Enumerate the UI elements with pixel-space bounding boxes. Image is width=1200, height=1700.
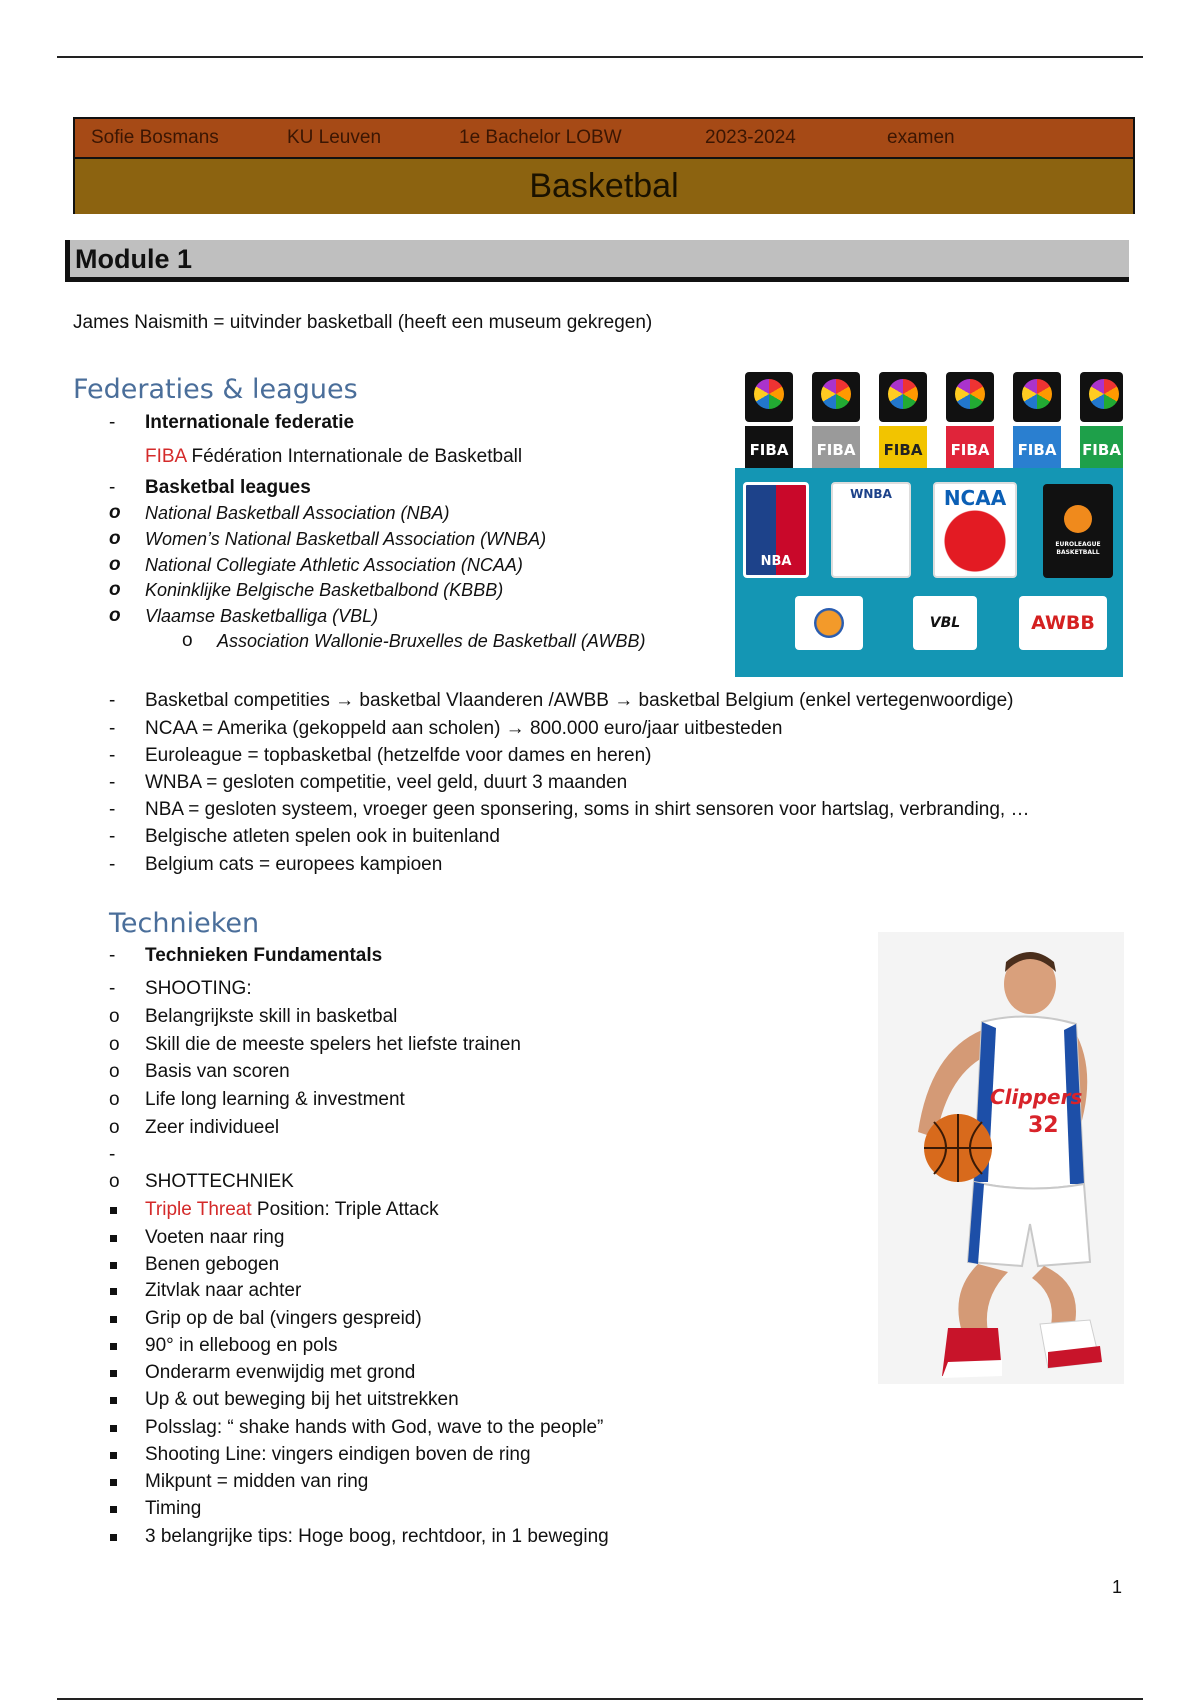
document-header — [73, 117, 1135, 214]
fiba-logo — [1013, 372, 1061, 474]
note-item: NCAA = Amerika (gekoppeld aan scholen) → 800.000 euro/jaar uitbesteden — [145, 718, 783, 739]
nba-logo-text: NBA — [760, 553, 792, 569]
awbb-logo — [1019, 596, 1107, 650]
shooting-point: Zeer individueel — [145, 1117, 280, 1138]
league-item: Women’s National Basketball Association (WNBA) — [145, 529, 547, 549]
bullet-dash — [109, 718, 115, 740]
player-photo — [878, 932, 1124, 1384]
bullet-o: o — [109, 1061, 120, 1082]
fiba-abbr: FIBA — [145, 446, 187, 467]
fiba-ball-icon — [745, 372, 793, 422]
note-item: Euroleague = topbasketbal (hetzelfde voor dames en heren) — [145, 745, 652, 766]
bullet-dash — [109, 745, 115, 767]
fiba-ball-icon — [1013, 372, 1061, 422]
kbbb-ball-icon — [814, 608, 844, 638]
shooting-label: SHOOTING: — [145, 978, 252, 999]
vbl-logo — [913, 596, 977, 650]
step-item: Polsslag: “ shake hands with God, wave to the people” — [145, 1417, 604, 1438]
note-item: Belgische atleten spelen ook in buitenland — [145, 826, 500, 847]
fundamentals-label: Technieken Fundamentals — [145, 945, 383, 966]
wnba-logo-text: WNBA — [850, 487, 892, 501]
bullet-dash — [109, 412, 115, 434]
ncaa-logo — [933, 482, 1017, 578]
bullet-dash — [109, 799, 115, 821]
fiba-logo — [812, 372, 860, 474]
header-type: examen — [887, 127, 955, 148]
triple-threat-line — [145, 1199, 439, 1221]
bullet-o: o — [109, 1006, 120, 1027]
shooting-point: Basis van scoren — [145, 1061, 290, 1082]
note-item: NBA = gesloten systeem, vroeger geen sponsering, soms in shirt sensoren voor hartslag, verbranding, … — [145, 799, 1030, 820]
bullet-o: o — [109, 502, 121, 523]
wnba-logo — [831, 482, 911, 578]
jersey-number: 32 — [1028, 1113, 1059, 1138]
bullet-square — [110, 1308, 117, 1323]
fiba-logo — [946, 372, 994, 474]
top-rule — [57, 56, 1143, 58]
header-university: KU Leuven — [287, 127, 382, 148]
bullet-square — [110, 1199, 117, 1214]
vbl-logo-text: VBL — [929, 615, 961, 631]
league-item: National Basketball Association (NBA) — [145, 503, 450, 523]
step-item: Onderarm evenwijdig met grond — [145, 1362, 416, 1383]
fiba-logo — [879, 372, 927, 474]
fiba-ball-icon — [812, 372, 860, 422]
bullet-dash — [109, 826, 115, 848]
fiba-logo — [1080, 372, 1123, 474]
fiba-ball-icon — [879, 372, 927, 422]
fiba-tag: FIBA — [879, 426, 927, 474]
fiba-logo — [745, 372, 793, 474]
shottechniek-label: SHOTTECHNIEK — [145, 1171, 294, 1192]
step-item: Grip op de bal (vingers gespreid) — [145, 1308, 422, 1329]
triple-threat-term: Triple Threat — [145, 1199, 252, 1220]
bullet-o: o — [109, 579, 121, 600]
bullet-dash — [109, 772, 115, 794]
euroleague-ball-icon — [1064, 505, 1092, 533]
note-item: WNBA = gesloten competitie, veel geld, duurt 3 maanden — [145, 772, 628, 793]
bullet-dash — [109, 477, 115, 499]
league-item: Koninklijke Belgische Basketbalbond (KBBB) — [145, 580, 504, 600]
triple-threat-rest: Position: Triple Attack — [251, 1199, 439, 1220]
shooting-point: Belangrijkste skill in basketbal — [145, 1006, 398, 1027]
step-item: Up & out beweging bij het uitstrekken — [145, 1389, 459, 1410]
step-item: Shooting Line: vingers eindigen boven de ring — [145, 1444, 531, 1465]
step-item: 90° in elleboog en pols — [145, 1335, 338, 1356]
nba-logo — [743, 482, 809, 578]
header-author: Sofie Bosmans — [91, 127, 219, 148]
fiba-ball-icon — [1080, 372, 1123, 422]
fiba-full: Fédération Internationale de Basketball — [186, 446, 523, 467]
fiba-tag: FIBA — [1080, 426, 1123, 474]
bullet-o: o — [109, 554, 121, 575]
fiba-tag: FIBA — [1013, 426, 1061, 474]
intl-federation-label: Internationale federatie — [145, 412, 355, 433]
shooting-point: Life long learning & investment — [145, 1089, 405, 1110]
fiba-tag: FIBA — [745, 426, 793, 474]
step-item: Mikpunt = midden van ring — [145, 1471, 369, 1492]
note-item: Belgium cats = europees kampioen — [145, 854, 443, 875]
fiba-tag: FIBA — [946, 426, 994, 474]
module-heading: Module 1 — [65, 240, 1129, 282]
euroleague-logo — [1043, 484, 1113, 578]
bullet-o: o — [182, 630, 193, 651]
bullet-square — [110, 1227, 117, 1242]
player-illustration — [878, 932, 1124, 1384]
fiba-line — [145, 446, 522, 468]
bullet-dash — [109, 854, 115, 876]
jersey-text: Clippers — [990, 1085, 1083, 1109]
bullet-square — [110, 1389, 117, 1404]
sub-league-item: Association Wallonie-Bruxelles de Basketball (AWBB) — [217, 631, 646, 651]
page-number: 1 — [1112, 1577, 1123, 1597]
bullet-dash — [109, 1144, 115, 1166]
bullet-o: o — [109, 605, 121, 626]
bullet-square — [110, 1417, 117, 1432]
header-year: 2023-2024 — [705, 127, 796, 148]
bullet-square — [110, 1280, 117, 1295]
document-title: Basketbal — [75, 159, 1133, 214]
header-program: 1e Bachelor LOBW — [459, 127, 622, 148]
bullet-dash — [109, 690, 115, 712]
bullet-square — [110, 1444, 117, 1459]
bullet-square — [110, 1254, 117, 1269]
federaties-heading: Federaties & leagues — [73, 374, 358, 405]
bullet-square — [110, 1498, 117, 1513]
awbb-logo-text: AWBB — [1031, 612, 1095, 634]
shooting-point: Skill die de meeste spelers het liefste trainen — [145, 1034, 521, 1055]
fiba-ball-icon — [946, 372, 994, 422]
leagues-label: Basketbal leagues — [145, 477, 311, 498]
step-item: Timing — [145, 1498, 202, 1519]
bullet-dash — [109, 945, 115, 967]
league-logo-panel — [735, 468, 1123, 677]
note-item: Basketbal competities → basketbal Vlaanderen /AWBB → basketbal Belgium (enkel vertegenwoordige) — [145, 690, 1014, 711]
league-item: Vlaamse Basketballiga (VBL) — [145, 606, 379, 626]
bullet-o: o — [109, 1117, 120, 1138]
intro-text: James Naismith = uitvinder basketball (heeft een museum gekregen) — [73, 312, 653, 333]
bullet-o: o — [109, 1089, 120, 1110]
step-item: Zitvlak naar achter — [145, 1280, 302, 1301]
step-item: 3 belangrijke tips: Hoge boog, rechtdoor, in 1 beweging — [145, 1526, 609, 1547]
bullet-o: o — [109, 1171, 120, 1192]
euroleague-logo-text: EUROLEAGUE BASKETBALL — [1055, 541, 1101, 556]
bullet-square — [110, 1471, 117, 1486]
kbbb-logo — [795, 596, 863, 650]
header-meta-row — [75, 119, 1133, 159]
league-item: National Collegiate Athletic Association (NCAA) — [145, 555, 523, 575]
step-item: Voeten naar ring — [145, 1227, 285, 1248]
league-logos-collage — [735, 372, 1123, 677]
bullet-o: o — [109, 1034, 120, 1055]
fiba-tag: FIBA — [812, 426, 860, 474]
bullet-square — [110, 1362, 117, 1377]
bullet-square — [110, 1526, 117, 1541]
technieken-heading: Technieken — [109, 908, 260, 939]
ncaa-logo-text: NCAA — [943, 486, 1007, 510]
step-item: Benen gebogen — [145, 1254, 280, 1275]
bullet-square — [110, 1335, 117, 1350]
bullet-dash — [109, 978, 115, 1000]
bullet-o: o — [109, 528, 121, 549]
